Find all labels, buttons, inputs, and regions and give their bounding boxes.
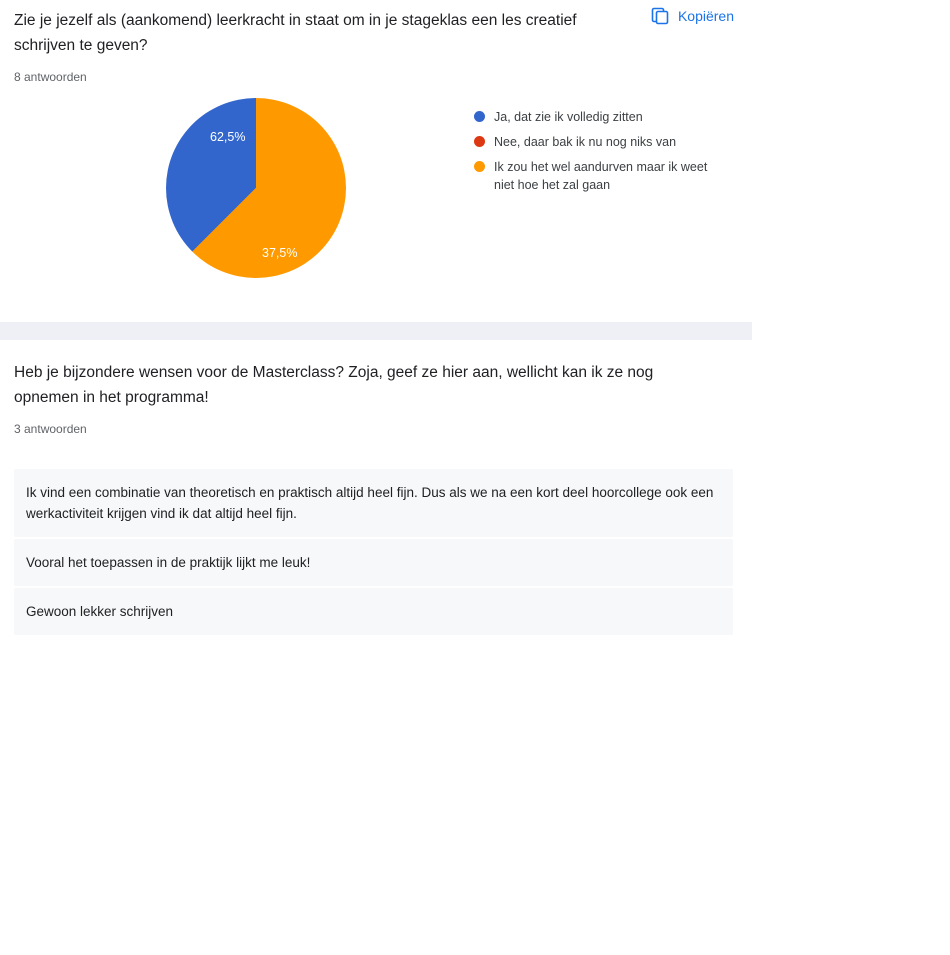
legend-label: Ik zou het wel aandurven maar ik weet niet hoe het zal gaan (494, 160, 708, 192)
copy-icon (650, 6, 670, 26)
question-1-response-count: 8 antwoorden (14, 70, 87, 84)
pie-chart-area (0, 98, 950, 308)
copy-button-label: Kopiëren (677, 8, 734, 24)
legend-label: Nee, daar bak ik nu nog niks van (494, 135, 677, 149)
legend-color-dot (474, 161, 485, 172)
list-item: Vooral het toepassen in de praktijk lijkt me leuk! (14, 539, 733, 586)
response-list (14, 469, 733, 635)
question-2-response-count: 3 antwoorden (14, 422, 87, 436)
pie-slice-label-major: 62,5% (210, 130, 246, 144)
list-item: Ik vind een combinatie van theoretisch en praktisch altijd heel fijn. Dus als we na een kort deel hoorcollege ook een werkactiviteit krijgen vind ik dat altijd heel fijn. (14, 469, 733, 537)
question-block-2 (0, 352, 950, 637)
legend-item-1[interactable] (474, 133, 724, 151)
question-1-header (0, 0, 950, 58)
copy-button[interactable] (650, 6, 734, 26)
section-divider (0, 322, 752, 340)
question-1-title: Zie je jezelf als (aankomend) leerkracht in staat om in je stageklas een les creatief schrijven te geven? (14, 12, 577, 54)
legend-item-0[interactable] (474, 108, 724, 126)
legend-color-dot (474, 136, 485, 147)
list-item: Gewoon lekker schrijven (14, 588, 733, 635)
question-2-title: Heb je bijzondere wensen voor de Masterclass? Zoja, geef ze hier aan, wellicht kan ik ze nog opnemen in het programma! (14, 364, 654, 406)
question-block-1 (0, 0, 950, 308)
pie-shape (166, 98, 346, 278)
legend-color-dot (474, 111, 485, 122)
chart-legend (474, 108, 724, 201)
legend-item-2[interactable] (474, 158, 724, 194)
pie-chart[interactable] (166, 98, 346, 278)
legend-label: Ja, dat zie ik volledig zitten (494, 110, 643, 124)
pie-slice-label-minor: 37,5% (262, 246, 298, 260)
